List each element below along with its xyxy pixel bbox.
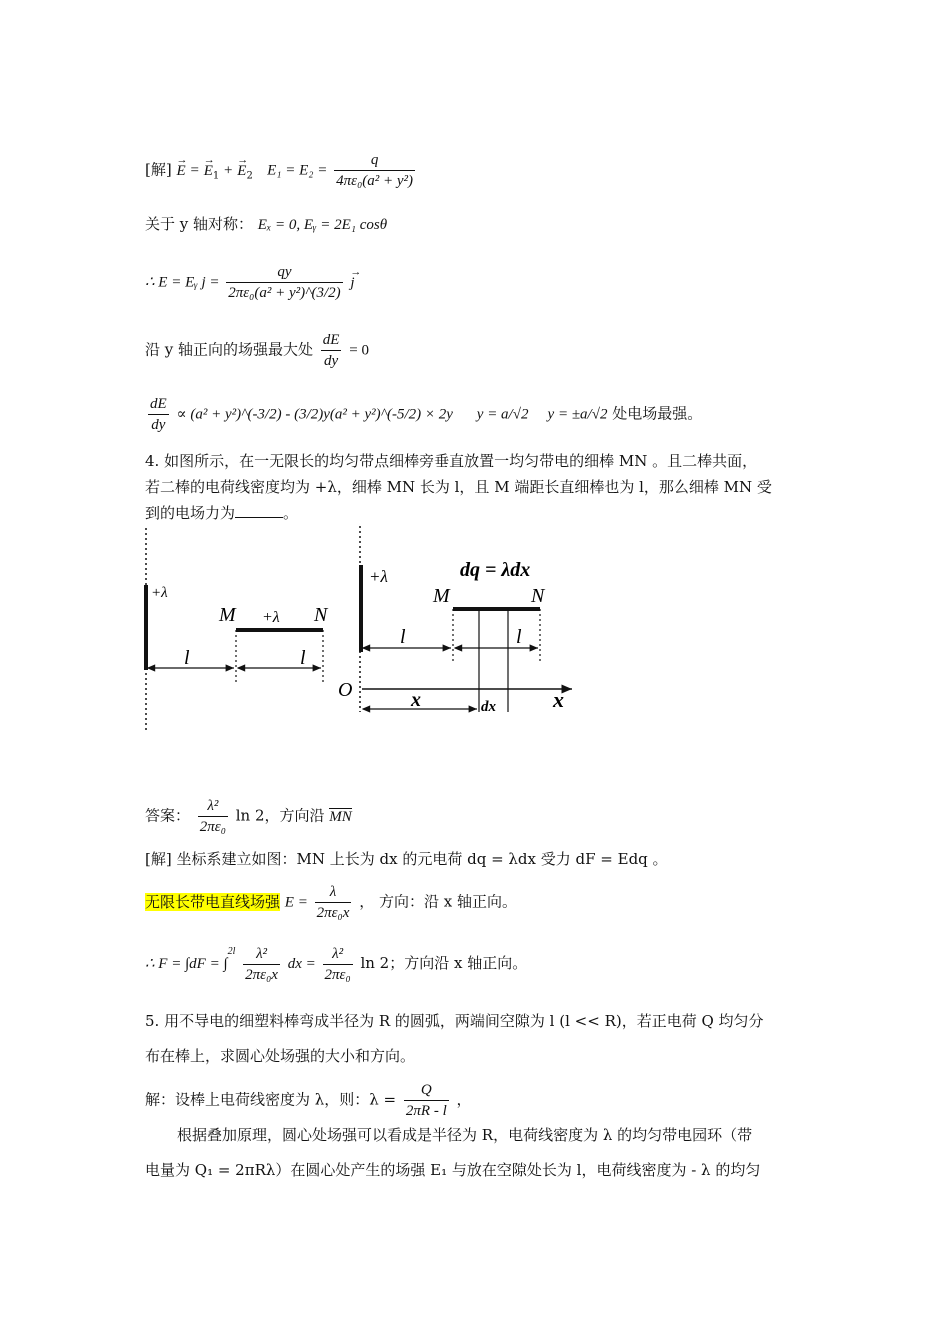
highlighted-text: 无限长带电直线场强 [145,892,281,911]
sol4-line2 [145,882,517,923]
direction-vector: MN [329,808,352,825]
text: ln 2；方向沿 x 轴正向。 [360,954,528,972]
numerator: qy [277,264,292,280]
numerator: λ² [332,945,344,962]
equation: y = ±a/√2 [547,406,608,423]
equation: Eₓ = 0, Eᵧ = 2E₁ cosθ [257,217,388,233]
sol3-line1: [解] → E = → $E_1$ + → $E_2$ E₁ = E₂ = $\frac{q}{\text{4πε₀(a² + y²)}}$ [145,150,418,191]
punct: ， [456,1090,472,1109]
denominator: 2πR - l [404,1100,449,1121]
equation-text: E = [284,894,312,911]
l-label-1: l [400,626,406,648]
dx-label: dx [481,699,496,715]
text: 沿 y 轴正向的场强最大处 [145,340,314,359]
dq-label: dq = λdx [460,559,531,581]
numerator: λ [329,884,337,900]
unit-vector: → j [350,273,354,293]
sol4-line1: [解] 坐标系建立如图：MN 上长为 dx 的元电荷 dq = λdx 受力 dF = Edq 。 [145,850,668,868]
lambda-label: +λ [369,567,388,586]
fraction [198,796,228,837]
x-seg-label: x [411,689,421,711]
numerator: Q [420,1082,432,1098]
punct: 。 [283,504,299,522]
lambda-rod-label: +λ [262,609,280,626]
origin-label: O [338,679,353,701]
N-label: N [314,604,328,626]
numerator: q [370,152,379,168]
numerator: dE [322,332,340,348]
l-label-1: l [184,647,190,669]
denominator: 2πε₀x [315,902,352,923]
l-label-2: l [300,647,306,669]
solution-label: [解] [145,160,172,179]
text: 到的电场力为 [145,504,236,522]
figure-2 [338,526,572,715]
M-label: M [433,585,450,607]
answer-label: 答案： [145,806,191,825]
equation-text: ∴ F = ∫dF = ∫ [145,956,228,972]
text: 解：设棒上电荷线密度为 λ，则：λ = [145,1090,401,1109]
fraction [315,882,352,923]
equation-text: = 0 [349,342,369,359]
answer-4 [145,796,352,837]
text: 关于 y 轴对称： [145,215,254,233]
problem-5-paragraph-1: 根据叠加原理，圆心处场强可以看成是半径为 R，电荷线密度为 λ 的均匀带电园环（带 [177,1126,753,1144]
problem-5-paragraph-2: 电量为 Q₁ = 2πRλ）在圆心处产生的场强 E₁ 与放在空隙处长为 l，电荷线密度为 - λ 的均匀 [145,1161,761,1179]
text: 处电场最强。 [612,404,703,423]
numerator: λ² [207,798,219,814]
denominator: dy [321,350,342,371]
fraction [323,944,353,985]
sol4-line3 [145,942,527,985]
text: ， 方向：沿 x 轴正向。 [359,892,517,911]
equation-text: dx = [287,956,320,972]
denominator: 2πε₀x [243,964,280,985]
equation-text: E₁ = E₂ = [267,162,332,179]
upper-limit: 2l [227,946,236,957]
equation-text: ∴ E = Eᵧ j = [145,274,224,291]
problem-5-line1: 5. 用不导电的细塑料棒弯成半径为 R 的圆弧，两端间空隙为 l (l << R)，若正电荷 Q 均匀分 [145,1012,764,1030]
lambda-left-label: +λ [151,585,168,601]
denominator: 2πε₀(a² + y²)^(3/2) [226,282,342,303]
equation: ∝ (a² + y²)^(-3/2) - (3/2)y(a² + y²)^(-5/2) × 2y [176,406,453,423]
fraction [404,1080,449,1121]
l-label-2: l [516,626,522,648]
N-label: N [531,585,545,607]
M-label: M [219,604,236,626]
problem-4-line1: 4. 如图所示，在一无限长的均匀带点细棒旁垂直放置一均匀带电的细棒 MN 。且二棒共面， [145,452,758,470]
problem-4-line2: 若二棒的电荷线密度均为 +λ，细棒 MN 长为 l，且 M 端距长直细棒也为 l，那么细棒 MN 受 [145,478,772,496]
equation: y = a/√2 [476,406,529,423]
x-axis-label: x [553,687,564,712]
numerator: λ² [256,945,268,962]
problem-5-line2: 布在棒上，求圆心处场强的大小和方向。 [145,1047,416,1065]
fraction: $\frac{dE}{dy}$ [150,396,167,433]
denominator: 2πε₀ [198,816,228,837]
denominator: 2πε₀ [323,964,353,985]
fraction [243,944,280,985]
figure-1 [146,528,329,730]
denominator: 4πε₀(a² + y²) [334,170,415,191]
text: ln 2，方向沿 [235,806,325,825]
problem-5-solution [145,1080,472,1121]
